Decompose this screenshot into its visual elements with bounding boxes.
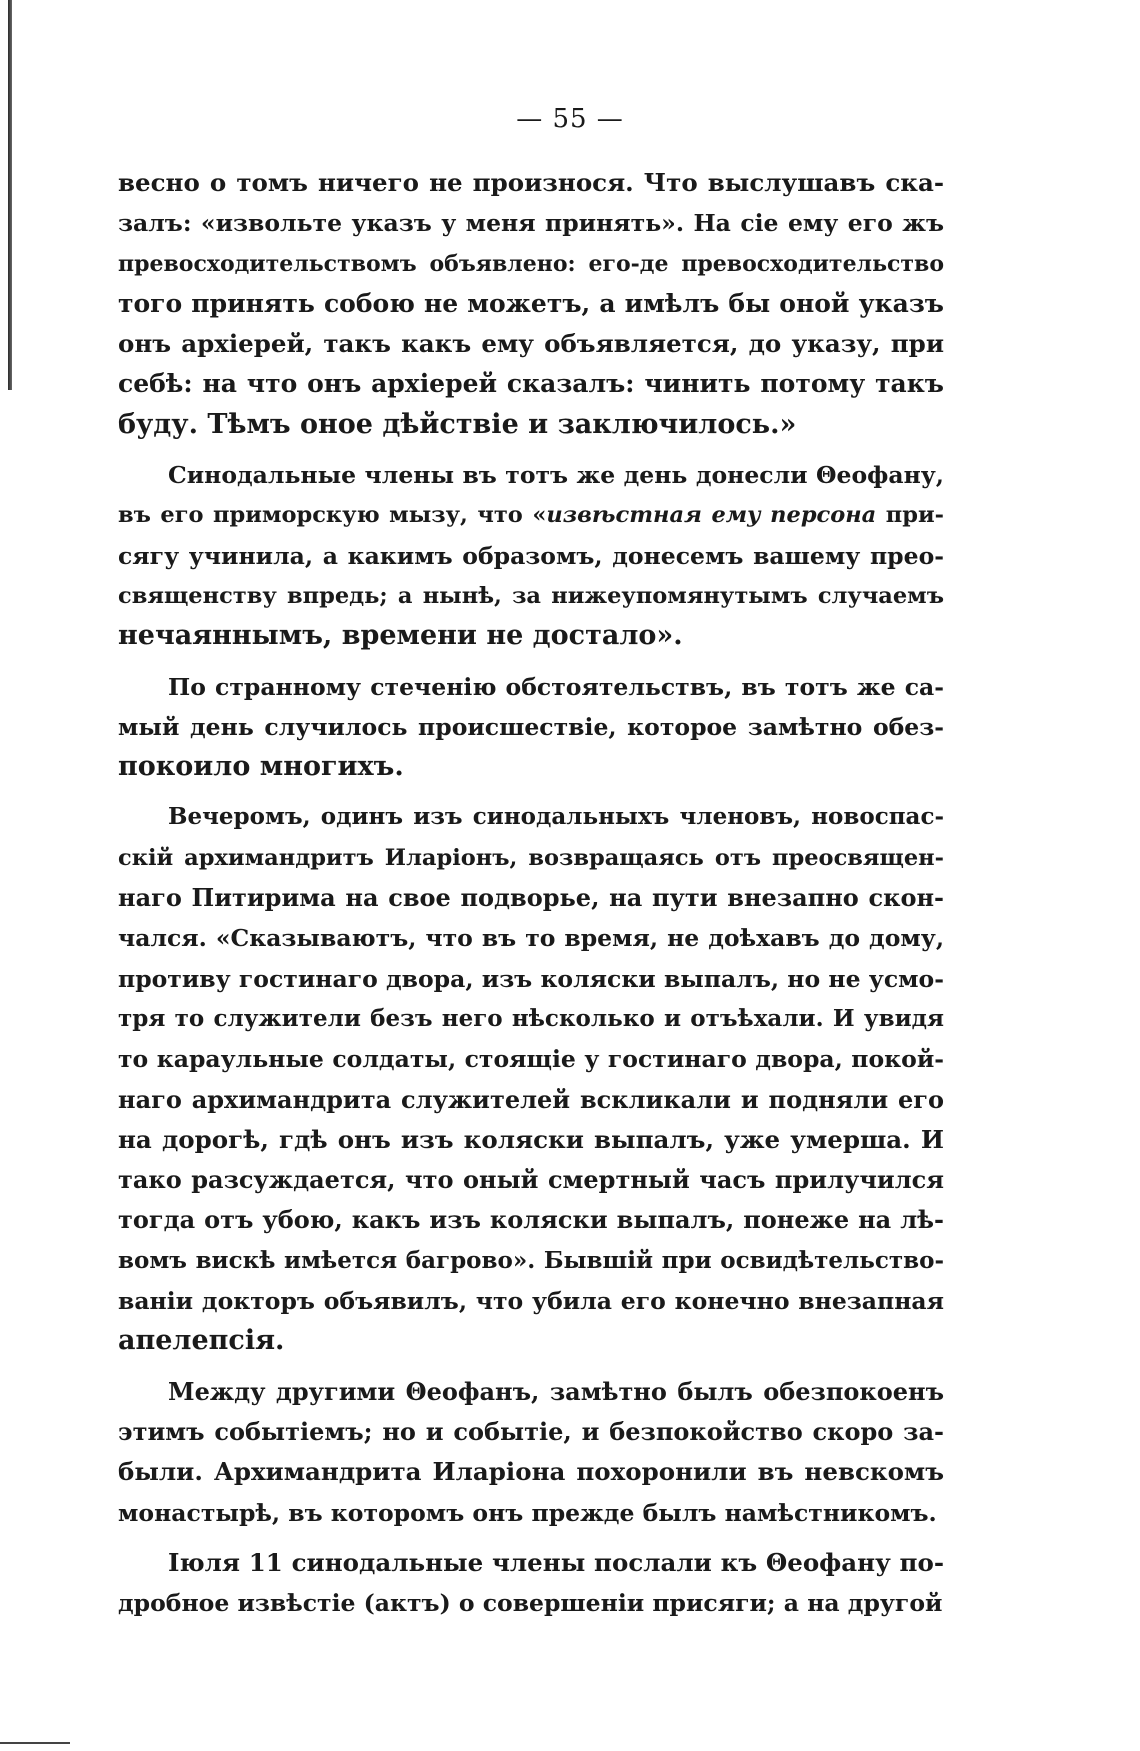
text-line — [118, 918, 944, 958]
text-segment: мый день случилось происшествіе, которое замѣтно обез- — [118, 712, 944, 741]
text-segment: нечаяннымъ, времени не достало». — [118, 620, 683, 652]
paragraph-gap — [118, 445, 944, 455]
text-line — [118, 324, 944, 364]
text-segment: Вечеромъ, одинъ изъ синодальныхъ членовъ, новоспас- — [168, 803, 944, 831]
text-segment: дробное извѣстіе (актъ) о совершеніи присяги; а на другой — [118, 1589, 943, 1618]
scan-bottom-mark — [0, 1742, 70, 1744]
text-segment: Синодальные члены въ тотъ же день донесли Θеофану, — [168, 461, 944, 490]
paragraph-gap — [118, 1533, 944, 1543]
page-number: — 55 — — [516, 104, 624, 134]
text-segment: то караульные солдаты, стоящіе у гостинаго двора, покой- — [118, 1045, 944, 1074]
text-line — [118, 203, 944, 243]
paragraph-gap — [118, 1362, 944, 1372]
text-segment: Между другими Θеофанъ, замѣтно былъ обезпокоенъ — [168, 1376, 944, 1406]
text-line — [118, 1241, 944, 1281]
text-line — [118, 495, 944, 535]
paragraph — [118, 667, 944, 788]
italic-phrase: извѣстная ему персона — [546, 502, 877, 529]
text-segment: буду. Тѣмъ оное дѣйствіе и заключилось.» — [118, 408, 797, 440]
text-line — [118, 1200, 944, 1240]
text-line — [118, 1039, 944, 1079]
text-line — [118, 1281, 944, 1321]
text-line — [118, 797, 944, 837]
text-segment: онъ архіерей, такъ какъ ему объявляется, до указу, при — [118, 329, 944, 359]
text-line — [118, 959, 944, 999]
text-segment: въ его приморскую мызу, что « — [118, 502, 547, 529]
text-segment: скій архимандритъ Иларіонъ, возвращаясь отъ преосвящен- — [118, 844, 944, 871]
text-segment: того принять собою не можетъ, а имѣлъ бы оной указъ — [118, 288, 944, 318]
text-segment: тогда отъ убою, какъ изъ коляски выпалъ, понеже на лѣ- — [118, 1205, 944, 1235]
paragraph-gap — [118, 657, 944, 667]
paragraph — [118, 797, 944, 1361]
text-line — [118, 878, 944, 918]
text-segment: тря то служители безъ него нѣсколько и отъѣхали. И увидя — [118, 1004, 944, 1032]
paragraph — [118, 1372, 944, 1533]
text-line — [118, 838, 944, 878]
text-line — [118, 1412, 944, 1452]
text-segment: наго Питирима на свое подворье, на пути внезапно скон- — [118, 883, 944, 913]
paragraph — [118, 455, 944, 656]
text-line — [118, 244, 944, 284]
text-line — [118, 707, 944, 747]
text-line — [118, 405, 944, 445]
text-segment: чался. «Сказываютъ, что въ то время, не доѣхавъ до дому, — [118, 924, 944, 953]
text-segment: По странному стеченію обстоятельствъ, въ тотъ же са- — [168, 672, 944, 701]
body-text — [118, 163, 944, 1623]
text-line — [118, 1321, 944, 1361]
text-line — [118, 1160, 944, 1200]
text-segment: были. Архимандрита Иларіона похоронили въ невскомъ — [118, 1457, 944, 1487]
text-segment: ваніи докторъ объявилъ, что убила его конечно внезапная — [118, 1287, 944, 1316]
text-segment: тако разсуждается, что оный смертный часъ прилучился — [118, 1165, 944, 1195]
text-segment: залъ: «извольте указъ у меня принять». На сіе ему его жъ — [118, 209, 944, 238]
text-line — [118, 999, 944, 1039]
text-segment: апелепсія. — [118, 1325, 285, 1357]
text-segment: при- — [876, 502, 945, 529]
text-line — [118, 1493, 944, 1533]
text-line — [118, 536, 944, 576]
text-line — [118, 1372, 944, 1412]
text-segment: священству впредь; а нынѣ, за нижеупомянутымъ случаемъ — [118, 582, 944, 609]
text-segment: сягу учинила, а какимъ образомъ, донесемъ вашему прео- — [118, 541, 944, 570]
text-segment: на дорогѣ, гдѣ онъ изъ коляски выпалъ, уже умерша. И — [118, 1124, 944, 1154]
text-segment: наго архимандрита служителей вскликали и подняли его — [118, 1084, 944, 1114]
text-segment: себѣ: на что онъ архіерей сказалъ: чинить потому такъ — [118, 369, 944, 399]
text-line — [118, 667, 944, 707]
text-segment: покоило многихъ. — [118, 751, 404, 783]
text-line — [118, 163, 944, 203]
text-segment: монастырѣ, въ которомъ онъ прежде былъ намѣстникомъ. — [118, 1498, 937, 1527]
text-line — [118, 747, 944, 787]
text-segment: весно о томъ ничего не произнося. Что выслушавъ ска- — [118, 168, 944, 197]
paragraph — [118, 1543, 944, 1624]
scan-edge-shadow — [8, 0, 12, 390]
text-line — [118, 364, 944, 404]
text-line — [118, 1583, 944, 1623]
text-line — [118, 616, 944, 656]
text-line — [118, 1120, 944, 1160]
text-line — [118, 1080, 944, 1120]
paragraph — [118, 163, 944, 445]
text-segment: этимъ событіемъ; но и событіе, и безпокойство скоро за- — [118, 1416, 944, 1446]
text-line — [118, 455, 944, 495]
paragraph-gap — [118, 787, 944, 797]
text-segment: Іюля 11 синодальные члены послали къ Θеофану по- — [168, 1547, 944, 1577]
text-segment: вомъ вискѣ имѣется багрово». Бывшій при освидѣтельство- — [118, 1246, 944, 1274]
text-line — [118, 576, 944, 616]
text-line — [118, 1452, 944, 1492]
text-segment: противу гостинаго двора, изъ коляски выпалъ, но не усмо- — [118, 964, 944, 993]
text-line — [118, 1543, 944, 1583]
text-line — [118, 284, 944, 324]
text-segment: превосходительствомъ объявлено: его-де превосходительство — [118, 250, 944, 277]
